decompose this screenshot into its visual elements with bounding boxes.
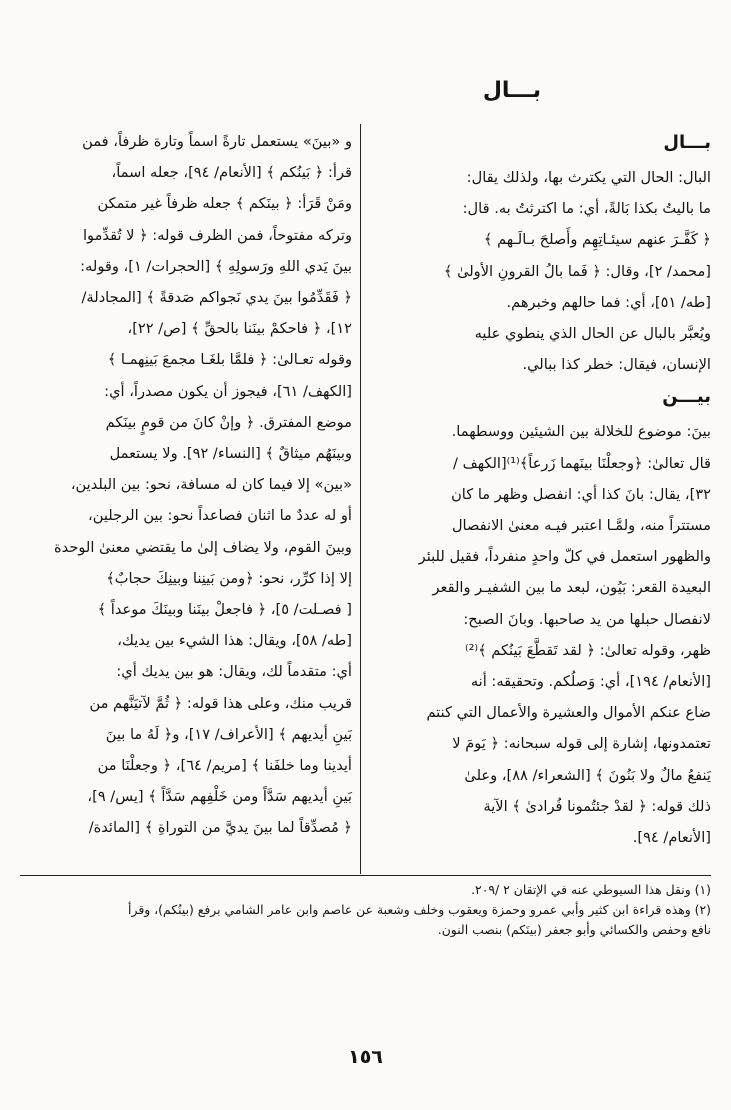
text-line: [الكهف/ ٦١]، فيجوز أن يكون مصدراً، أي:: [104, 382, 352, 400]
text-line: ما باليتُ بكذا بَالةً، أي: ما اكترثتُ به. قال:: [462, 200, 711, 218]
text-line: لانفصال حبلها من يد صاحبها. وبانَ الصبح:: [463, 610, 711, 628]
column-divider: [360, 124, 361, 874]
text-line: ٣٢]، يقال: بانَ كذا أي: انفصل وظهر ما كان: [451, 485, 711, 503]
text-line: ﴿ فَقَدِّمُوا بينَ يدي نَجواكم صَدقةً ﴾ [المجادلة/: [81, 289, 352, 307]
text-line: بينَ يَدي اللهِ ورَسولِهِ ﴾ [الحجرات/ ١]، وقوله:: [80, 257, 352, 275]
text-line: أيدينا وما خلفَنا ﴾ [مريم/ ٦٤]، ﴿ وجعلْنَا من: [97, 757, 352, 775]
text-line: البال: الحال التي يكترث بها، ولذلك يقال:: [466, 169, 711, 186]
text-line: ضاع عنكم الأموال والعشيرة والأعمال التي كنتم: [426, 704, 711, 722]
text-line: [طه/ ٥٨]، ويقال: هذا الشيء بين يديك،: [117, 632, 352, 650]
text-line: بَينِ أيديهم ﴾ [الأعراف/ ١٧]، و﴿ لَهُ ما بينَ: [105, 725, 352, 743]
text-line: موضع المفترق. ﴿ وإنْ كانَ من قومٍ بينَكم: [105, 413, 352, 431]
right-column: [381, 126, 711, 853]
text-line: قريب منك، وعلى هذا قوله: ﴿ ثُمَّ لآتيَنَّهم من: [89, 694, 352, 712]
footnotes: [20, 880, 711, 940]
text-line: «بين» إلا فيما كان له مسافة، نحو: بين البلدين،: [70, 476, 352, 494]
text-line: والظهور استعمل في كلّ واحدٍ منفرداً، فقيل للبئر: [418, 548, 711, 566]
text-line: ذلك قوله: ﴿ لقدْ جئتُمونا فُرادىٰ ﴾ الآية: [483, 797, 711, 815]
running-header: بـــال: [482, 78, 541, 103]
text-line: ﴿ كَفَّـرَ عنهم سيئـاتِهِم وأَصلحَ بـالَـهم ﴾: [483, 231, 711, 249]
text-line: و «بينَ» يستعمل تارةً اسماً وتارة ظرفاً، فمن: [82, 133, 352, 150]
text-line: [الأنعام/ ٩٤].: [632, 829, 711, 847]
text-line: [الأنعام/ ١٩٤]، أي: وَصلُكم. وتحقيقه: أنه: [470, 673, 711, 691]
text-line: يَنفعُ مالٌ ولا بَنُونَ ﴾ [الشعراء/ ٨٨]، وعلىٰ: [464, 766, 711, 784]
text-line: وقوله تعـالىٰ: ﴿ فلمَّا بلغَـا مجمعَ بَينِهمـا ﴾: [107, 351, 352, 369]
left-column: [20, 126, 352, 844]
entry-title-baal: بـــال: [663, 132, 711, 153]
text-line: قرأ: ﴿ بَينُكم ﴾ [الأنعام/ ٩٤]، جعله اسماً،: [111, 164, 352, 182]
text-line: ومَنْ قَرَأ: ﴿ بينَكم ﴾ جعله ظرفاً غير متمكن: [97, 195, 352, 213]
entry-title-bayn: بيـــن: [662, 386, 711, 408]
text-line: إلا إذا كرِّر، نحو: ﴿ومن بَينِنا وبينِكَ حجابٌ﴾: [106, 569, 352, 587]
text-line: ويُعبَّر بالبال عن الحال الذي ينطوي عليه: [474, 325, 711, 343]
text-line: الإنسان، فيقال: خطر كذا ببالي.: [522, 356, 711, 374]
text-line: أي: متقدماً لك، ويقال: هو بين يديك أي:: [116, 663, 352, 681]
text-line: بينَ: موضوع للخلالة بين الشيئين ووسطهما.: [451, 423, 711, 441]
text-line: [ فصـلت/ ٥]، ﴿ فاجعلْ بينَنا وبينَكَ موعداً ﴾: [97, 601, 352, 619]
footnote-2-continued: نافع وحفص والكسائي وأبو جعفر (بينَكم) بنصب النون.: [437, 922, 711, 937]
text-line: بَينِ أيديهم سَدَّاً ومن خَلْفِهم سَدَّاً ﴾ [يس/ ٩]،: [87, 788, 352, 806]
text-line: تعتمدونها، إشارة إلى قوله سبحانه: ﴿ يَومَ لا: [452, 735, 711, 753]
text-line: قال تعالىٰ: ﴿وجعلْنَا بينَهما زَرعاً﴾⁽¹⁾[الكهف /: [453, 454, 711, 472]
footnote-rule: [20, 875, 711, 876]
text-line: [محمد/ ٢]، وقال: ﴿ فَما بالُ القرونِ الأولىٰ ﴾: [443, 262, 711, 280]
text-line: ١٢]، ﴿ فاحكمْ بينَنا بالحقِّ ﴾ [ص/ ٢٢]،: [127, 320, 352, 338]
footnote-1: (١) ونقل هذا السيوطي عنه في الإتقان ٢ /٢٠٩.: [471, 882, 711, 897]
text-line: وبينَهُم ميثاقٌ ﴾ [النساء/ ٩٢]. ولا يستعمل: [109, 445, 352, 463]
text-line: أو له عددٌ ما اثنان فصاعداً نحو: بين الرجلين،: [88, 507, 352, 525]
page-number: ١٥٦: [348, 1046, 383, 1068]
text-line: ﴿ مُصدِّقاً لما بينَ يديَّ من التوراةِ ﴾ [المائدة/: [88, 819, 352, 837]
footnote-2: (٢) وهذه قراءة ابن كثير وأبي عمرو وحمزة ويعقوب وخلف وشعبة عن عاصم وابن عامر الشامي برفع (بينُكم)، وقرأ: [128, 902, 711, 917]
text-line: البعيدة القعر: بَيُون، لبعد ما بين الشفيـر والقعر: [432, 579, 711, 597]
text-line: وتركه مفتوحاً، فمن الظرف قوله: ﴿ لا تُقدِّموا: [83, 226, 352, 244]
text-line: [طه/ ٥١]، أي: فما حالهم وخبرهم.: [506, 293, 711, 311]
text-line: وبينَ القوم، ولا يضاف إلىٰ ما يقتضي معنىٰ الوحدة: [54, 538, 352, 556]
text-line: ظهر، وقوله تعالىٰ: ﴿ لقد تَقطَّعَ بَينُكم ﴾⁽²⁾: [465, 641, 711, 659]
text-line: مستتراً منه، ولمَّـا اعتبر فيـه معنىٰ الانفصال: [451, 517, 711, 535]
